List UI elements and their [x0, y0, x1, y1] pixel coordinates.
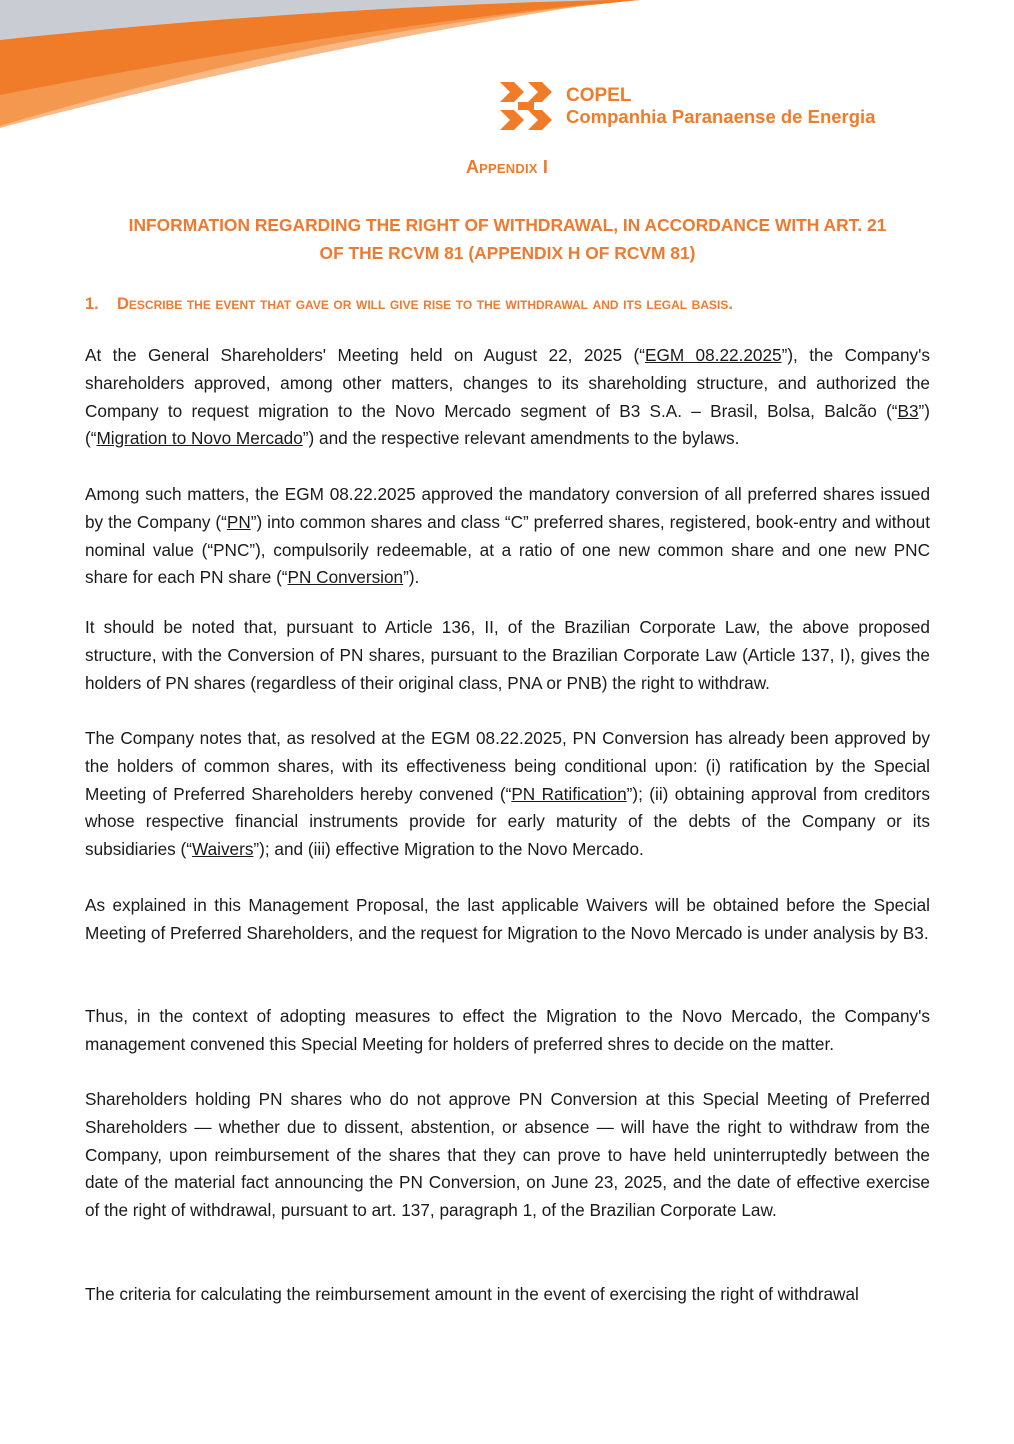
paragraph-1 [85, 342, 930, 453]
defined-term-egm: EGM 08.22.2025 [644, 345, 782, 365]
defined-term-b3: B3 [897, 400, 919, 421]
p4-text-b: ”); (ii) obtaining approval from creditors whose respective financial instruments provide for early maturity of the debts of the Company or its subsidiaries (“ [85, 783, 930, 860]
p4-text-a: The Company notes that, as resolved at the EGM 08.22.2025, PN Conversion has already been approved by the holders of common shares, with its effectiveness being conditional upon: (i) ratification by the Special Meeting of Preferred Shareholders hereby convened (“ [85, 728, 930, 804]
copel-logo [498, 80, 875, 132]
appendix-title: Appendix I [465, 157, 549, 177]
p2-text-b: ”) into common shares and class “C” preferred shares, registered, book-entry and without nominal value (“PNC”), compulsorily redeemable, at a ratio of one new common share and one new PNC share for each PN share (“ [85, 511, 930, 588]
paragraph-6: Thus, in the context of adopting measures to effect the Migration to the Novo Mercado, the Company's management convened this Special Meeting for holders of preferred shres to decide on the matter. [85, 1006, 930, 1054]
main-title-line-2: OF THE RCVM 81 (APPENDIX H OF RCVM 81) [319, 243, 696, 263]
defined-term-pn: PN [226, 511, 251, 532]
defined-term-pn-ratification: PN Ratification [511, 783, 627, 804]
main-title-line-1: INFORMATION REGARDING THE RIGHT OF WITHDRAWAL, IN ACCORDANCE WITH ART. 21 [128, 215, 887, 235]
p4-text-c: ”); and (iii) effective Migration to the Novo Mercado. [253, 839, 644, 860]
section-heading-text: Describe the event that gave or will give rise to the withdrawal and its legal basis. [117, 295, 733, 313]
logo-company-short: COPEL [566, 85, 632, 106]
defined-term-waivers: Waivers [191, 839, 254, 860]
paragraph-5: As explained in this Management Proposal, the last applicable Waivers will be obtained before the Special Meeting of Preferred Shareholders, and the request for Migration to the Novo Mercado is under analysis by B3. [85, 895, 930, 943]
paragraph-3: It should be noted that, pursuant to Article 136, II, of the Brazilian Corporate Law, the above proposed structure, with the Conversion of PN shares, pursuant to the Brazilian Corporate Law (Article 137, I), gives the holders of PN shares (regardless of their original class, PNA or PNB) the right to withdraw. [85, 617, 930, 693]
paragraph-8: The criteria for calculating the reimbursement amount in the event of exercising the right of withdrawal [85, 1284, 859, 1304]
section-heading [85, 295, 930, 314]
defined-term-pn-conversion: PN Conversion [287, 567, 404, 588]
p1-text-c: ”) (“ [85, 400, 930, 449]
defined-term-migration: Migration to Novo Mercado [96, 428, 303, 449]
logo-company-full: Companhia Paranaense de Energia [566, 106, 876, 127]
p2-text-c: ”). [403, 567, 420, 588]
p1-text-b: ”), the Company's shareholders approved, among other matters, changes to its shareholding structure, and authorized the Company to request migration to the Novo Mercado segment of B3 S.A. – Brasil, Bolsa, Balcão (“ [85, 345, 930, 421]
logo-text [566, 85, 875, 127]
p2-text-a: Among such matters, the EGM 08.22.2025 approved the mandatory conversion of all preferred shares issued by the Company (“ [85, 484, 930, 532]
paragraph-4 [85, 725, 930, 864]
p1-text-a: At the General Shareholders' Meeting held on August 22, 2025 (“ [85, 345, 645, 365]
main-title [85, 211, 930, 267]
paragraph-7: Shareholders holding PN shares who do not approve PN Conversion at this Special Meeting of Preferred Shareholders — whether due to dissent, abstention, or absence — will have the right to withdraw from the Company, upon reimbursement of the shares that they can prove to have held uninterruptedly between the date of the material fact announcing the PN Conversion, on June 23, 2025, and the date of effective exercise of the right of withdrawal, pursuant to art. 137, paragraph 1, of the Brazilian Corporate Law. [85, 1089, 930, 1221]
p1-text-d: ”) and the respective relevant amendments to the bylaws. [302, 428, 740, 449]
section-number: 1. [85, 295, 99, 313]
paragraph-2 [85, 481, 930, 592]
copel-logo-icon [498, 80, 554, 132]
